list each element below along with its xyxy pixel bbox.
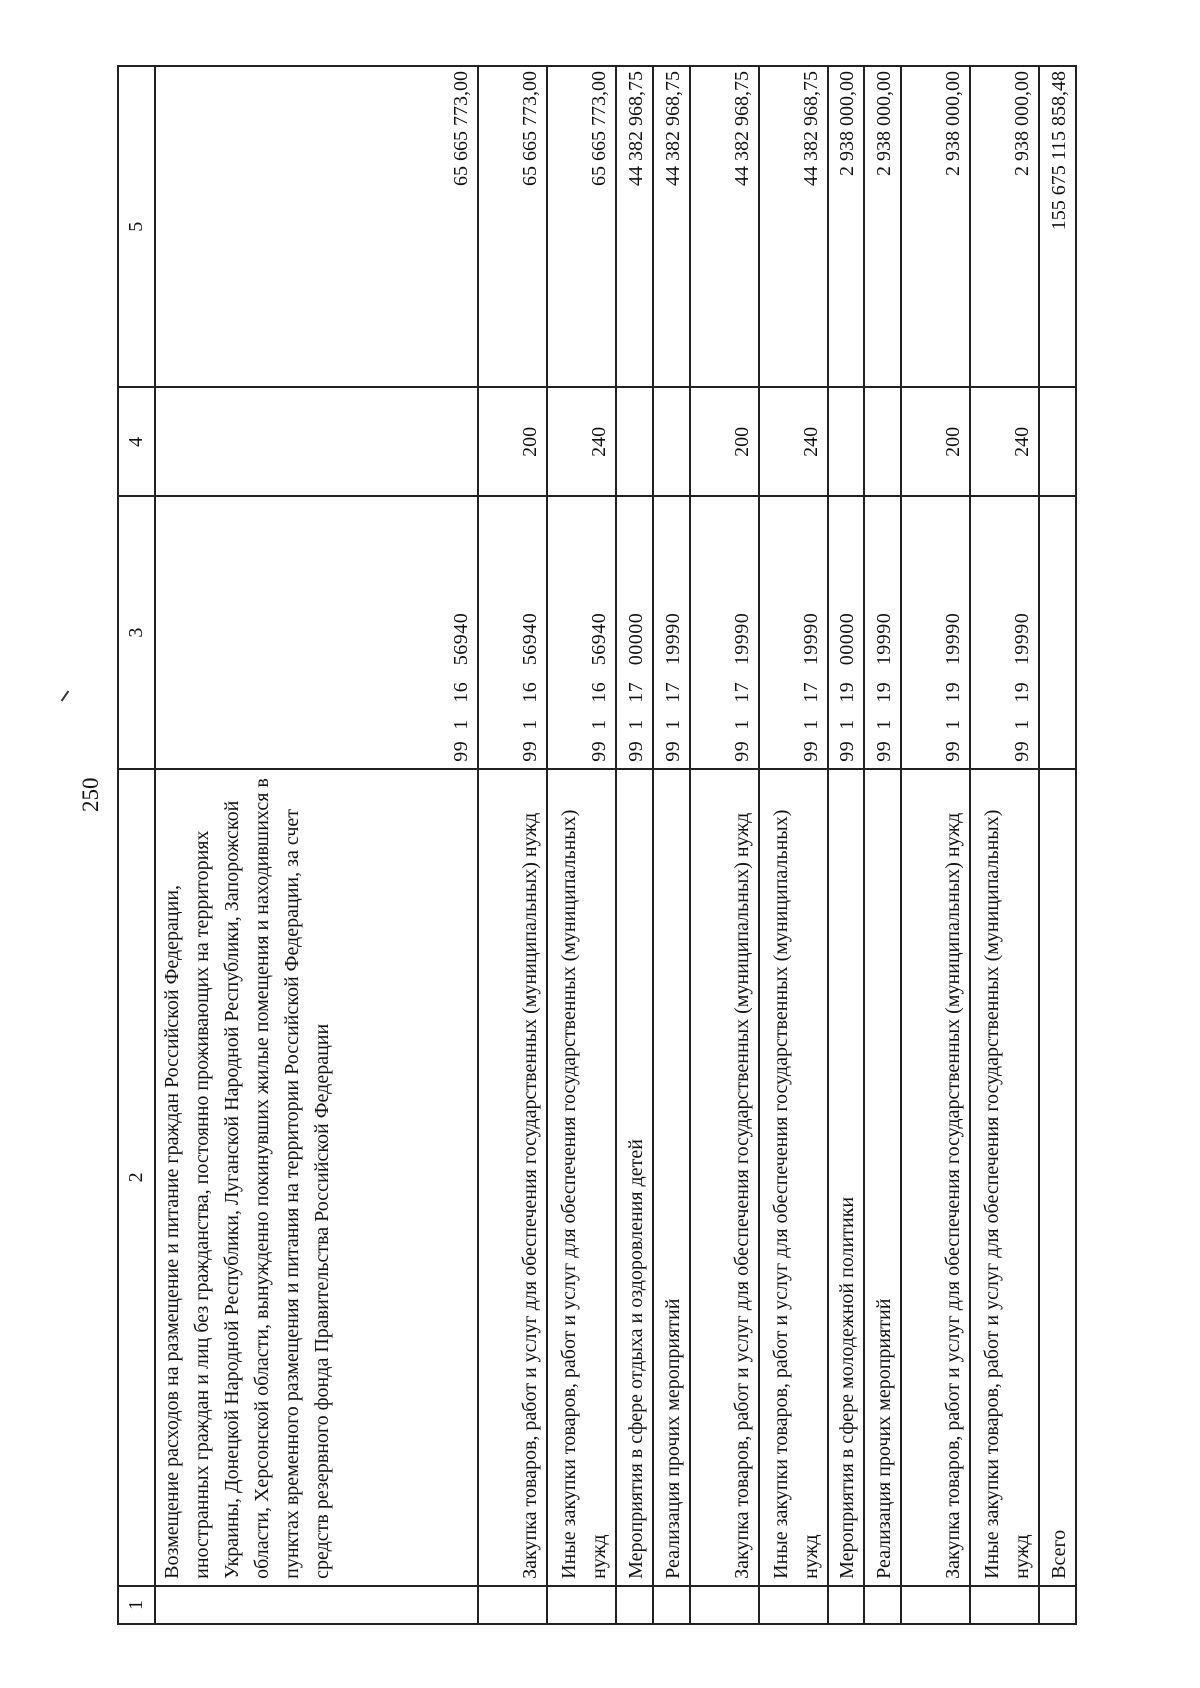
row-description: Закупка товаров, работ и услуг для обеспечения государственных (муниципальных) нужд	[478, 769, 547, 1586]
row-index-cell	[690, 1586, 759, 1624]
total-type-cell	[1039, 387, 1076, 496]
row-type	[828, 387, 865, 496]
budget-table	[117, 65, 1077, 1625]
total-label: Всего	[1039, 769, 1076, 1586]
row-code: 99 1 17 00000	[616, 496, 653, 768]
row-code: 99 1 19 19990	[901, 496, 970, 768]
row-amount: 2 938 000,00	[901, 66, 970, 387]
row-amount: 44 382 968,75	[759, 66, 828, 387]
row-type	[864, 387, 901, 496]
row-description: Иные закупки товаров, работ и услуг для обеспечения государственных (муниципальных) нужд	[547, 769, 616, 1586]
row-description: Реализация прочих мероприятий	[864, 769, 901, 1586]
row-type: 240	[547, 387, 616, 496]
table-row	[759, 66, 828, 1624]
row-amount: 65 665 773,00	[478, 66, 547, 387]
row-amount: 2 938 000,00	[828, 66, 865, 387]
row-index-cell	[828, 1586, 865, 1624]
table-row	[864, 66, 901, 1624]
table-row	[155, 66, 479, 1624]
row-amount: 65 665 773,00	[155, 66, 479, 387]
header-col-2: 2	[118, 769, 155, 1586]
row-code: 99 1 17 19990	[653, 496, 690, 768]
row-description: Мероприятия в сфере отдыха и оздоровления детей	[616, 769, 653, 1586]
table-row	[478, 66, 547, 1624]
row-description: Иные закупки товаров, работ и услуг для обеспечения государственных (муниципальных) нужд	[970, 769, 1039, 1586]
row-index-cell	[1039, 1586, 1076, 1624]
table-row	[970, 66, 1039, 1624]
row-type: 240	[759, 387, 828, 496]
stray-mark	[61, 691, 70, 702]
total-code-cell	[1039, 496, 1076, 768]
header-col-1: 1	[118, 1586, 155, 1624]
row-code: 99 1 17 19990	[759, 496, 828, 768]
table-row	[690, 66, 759, 1624]
row-index-cell	[901, 1586, 970, 1624]
row-description: Реализация прочих мероприятий	[653, 769, 690, 1586]
row-description: Иные закупки товаров, работ и услуг для обеспечения государственных (муниципальных) нужд	[759, 769, 828, 1586]
header-col-5: 5	[118, 66, 155, 387]
row-type: 240	[970, 387, 1039, 496]
row-code: 99 1 19 19990	[864, 496, 901, 768]
row-code: 99 1 19 00000	[828, 496, 865, 768]
table-row	[653, 66, 690, 1624]
row-description: Закупка товаров, работ и услуг для обеспечения государственных (муниципальных) нужд	[690, 769, 759, 1586]
row-description: Возмещение расходов на размещение и питание граждан Российской Федерации, иностранных граждан и лиц без гражданства, постоянно проживающих на территориях Украины, Донецкой Народной Республики, Луганской Народной Республики, Запорожской области, Херсонской области, вынужденно покинувших жилые помещения и находившихся в пунктах временного размещения и питания на территории Российской Федерации, за счет средств резервного фонда Правительства Российской Федерации	[155, 769, 479, 1586]
row-description: Мероприятия в сфере молодежной политики	[828, 769, 865, 1586]
table-header-row	[118, 66, 155, 1624]
row-code: 99 1 19 19990	[970, 496, 1039, 768]
row-amount: 2 938 000,00	[970, 66, 1039, 387]
row-amount: 44 382 968,75	[616, 66, 653, 387]
row-code: 99 1 16 56940	[155, 496, 479, 768]
row-description: Закупка товаров, работ и услуг для обеспечения государственных (муниципальных) нужд	[901, 769, 970, 1586]
row-amount: 44 382 968,75	[653, 66, 690, 387]
row-index-cell	[970, 1586, 1039, 1624]
row-type: 200	[690, 387, 759, 496]
rotated-page-content	[117, 65, 1077, 1625]
table-row	[547, 66, 616, 1624]
table-row	[616, 66, 653, 1624]
row-code: 99 1 16 56940	[478, 496, 547, 768]
table-row	[901, 66, 970, 1624]
row-code: 99 1 16 56940	[547, 496, 616, 768]
row-type	[616, 387, 653, 496]
row-code: 99 1 17 19990	[690, 496, 759, 768]
row-type	[653, 387, 690, 496]
header-col-3: 3	[118, 496, 155, 768]
row-type: 200	[478, 387, 547, 496]
row-index-cell	[864, 1586, 901, 1624]
row-type	[155, 387, 479, 496]
page-number: 250	[78, 777, 103, 812]
row-amount: 2 938 000,00	[864, 66, 901, 387]
row-index-cell	[653, 1586, 690, 1624]
row-index-cell	[155, 1586, 479, 1624]
header-col-4: 4	[118, 387, 155, 496]
row-index-cell	[478, 1586, 547, 1624]
total-amount: 155 675 115 858,48	[1039, 66, 1076, 387]
row-amount: 44 382 968,75	[690, 66, 759, 387]
table-row	[828, 66, 865, 1624]
row-index-cell	[616, 1586, 653, 1624]
table-total-row	[1039, 66, 1076, 1624]
row-type: 200	[901, 387, 970, 496]
row-index-cell	[547, 1586, 616, 1624]
row-index-cell	[759, 1586, 828, 1624]
row-amount: 65 665 773,00	[547, 66, 616, 387]
